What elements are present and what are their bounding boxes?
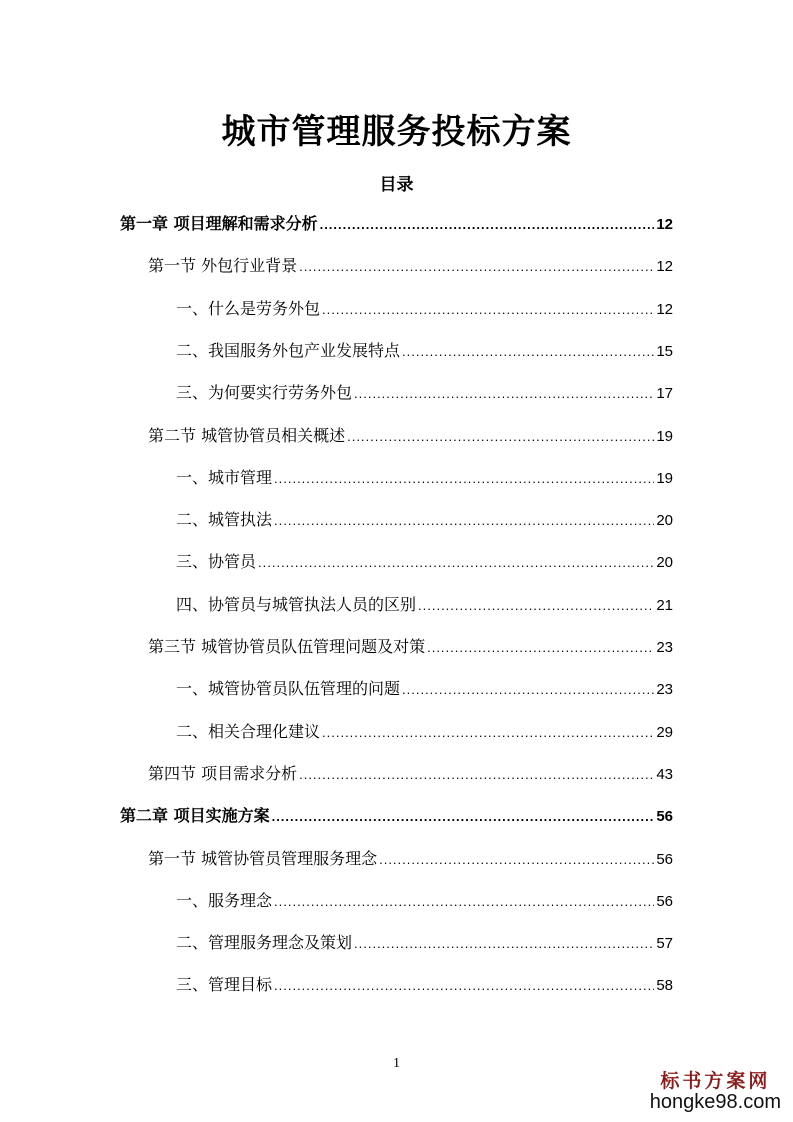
toc-entry-page: 56 [656,892,673,910]
toc-entry-page: 12 [656,300,673,318]
toc-subsection-entry[interactable] [176,506,673,534]
toc-entry-page: 23 [656,681,673,699]
toc-entry-label: 二、管理服务理念及策划 [176,933,353,953]
toc-entry-page: 43 [656,765,673,783]
toc-subsection-entry[interactable] [176,337,673,365]
toc-chapter-entry[interactable] [120,210,673,238]
toc-leader-dots [274,465,654,493]
toc-entry-page: 12 [656,258,673,276]
toc-subsection-entry[interactable] [176,929,673,957]
toc-subsection-entry[interactable] [176,887,673,915]
toc-entry-label: 一、城管协管员队伍管理的问题 [176,679,401,699]
toc-leader-dots [379,846,654,874]
toc-entry-label: 一、什么是劳务外包 [176,298,321,318]
toc-leader-dots [322,296,654,324]
toc-entry-page: 23 [656,639,673,656]
toc-entry-page: 29 [656,723,673,741]
toc-entry-page: 15 [656,342,673,360]
document-title: 城市管理服务投标方案 [221,112,572,152]
watermark-logo [650,1066,781,1114]
toc-leader-dots [354,380,654,408]
toc-leader-dots [274,888,654,916]
toc-entry-page: 56 [656,850,673,868]
toc-subsection-entry[interactable] [176,548,673,576]
watermark-url-text: hongke98.com [649,1091,781,1113]
toc-entry-page: 56 [656,808,673,826]
toc-entry-label: 第一节 城管协管员管理服务理念 [148,848,378,868]
toc-leader-dots [427,634,654,662]
toc-section-entry[interactable] [148,422,673,450]
toc-chapter-entry[interactable] [120,802,673,830]
toc-section-entry[interactable] [148,760,673,788]
toc-entry-label: 二、城管执法 [176,510,273,530]
toc-section-entry[interactable] [148,252,673,280]
toc-leader-dots [322,719,654,747]
toc-subsection-entry[interactable] [176,464,673,492]
toc-leader-dots [274,507,654,535]
toc-leader-dots [320,211,655,239]
toc-entry-label: 第三节 城管协管员队伍管理问题及对策 [148,637,426,656]
toc-entry-label: 一、城市管理 [176,467,273,487]
toc-leader-dots [418,592,654,620]
toc-entry-label: 第一章 项目理解和需求分析 [120,214,318,233]
toc-entry-label: 一、服务理念 [176,890,273,910]
watermark-chinese-text: 标书方案网 [660,1070,771,1092]
toc-leader-dots [402,338,654,366]
toc-heading: 目录 [379,175,414,195]
toc-entry-label: 三、协管员 [176,552,257,572]
toc-entry-page: 58 [656,977,673,995]
toc-entry-label: 第二节 城管协管员相关概述 [148,425,346,445]
toc-subsection-entry[interactable] [176,718,673,746]
toc-entry-page: 17 [656,385,673,403]
toc-leader-dots [258,549,654,577]
toc-leader-dots [354,930,654,958]
toc-subsection-entry[interactable] [176,379,673,407]
toc-entry-label: 二、相关合理化建议 [176,721,321,741]
toc-leader-dots [272,803,655,831]
toc-subsection-entry[interactable] [176,675,673,703]
toc-entry-page: 19 [656,427,673,445]
toc-leader-dots [299,761,654,789]
toc-leader-dots [347,423,654,451]
toc-entry-label: 第一节 外包行业背景 [148,256,298,276]
toc-entry-label: 三、为何要实行劳务外包 [176,383,353,403]
toc-entry-label: 第二章 项目实施方案 [120,806,270,826]
toc-subsection-entry[interactable] [176,591,673,619]
toc-entry-label: 三、管理目标 [176,975,273,995]
toc-subsection-entry[interactable] [176,295,673,323]
toc-entry-label: 四、协管员与城管执法人员的区别 [176,594,417,614]
toc-entry-page: 21 [656,596,673,614]
toc-entry-page: 20 [656,512,673,530]
toc-entry-label: 第四节 项目需求分析 [148,763,298,783]
toc-subsection-entry[interactable] [176,971,673,999]
toc-section-entry[interactable] [148,845,673,873]
toc-entry-page: 12 [656,216,673,233]
toc-leader-dots [402,676,654,704]
toc-entry-page: 57 [656,935,673,953]
toc-entry-page: 19 [656,469,673,487]
toc-entry-page: 20 [656,554,673,572]
page-number: 1 [393,1056,400,1071]
toc-leader-dots [274,972,654,1000]
toc-section-entry[interactable] [148,633,673,661]
toc-entry-label: 二、我国服务外包产业发展特点 [176,340,401,360]
toc-leader-dots [299,253,654,281]
